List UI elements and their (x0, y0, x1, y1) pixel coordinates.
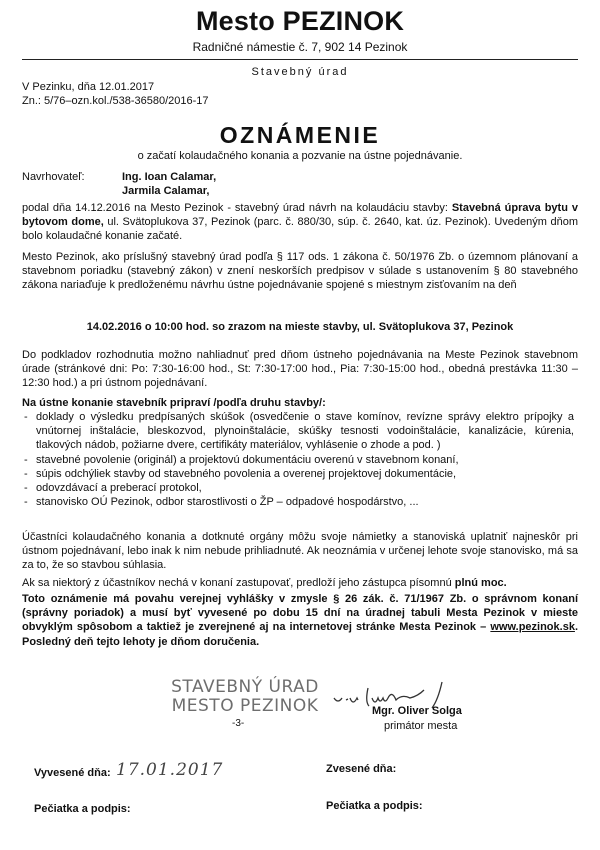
date-line: V Pezinku, dňa 12.01.2017 (22, 81, 155, 93)
requirements-heading: Na ústne konanie stavebník pripraví /podľa druhu stavby/: (22, 397, 326, 409)
requirement-item: - doklady o výsledku predpísaných skúšok (osvedčenie o stave komínov, revízne správy elektro prípojky a vnútornej inštalácie, bleskozvod, plynoinštalácie, skúšky tesnosti vodoinštalácie, kanalizácie, kúrenia, tlakových nádob, požiarne dvere, certifikáty materiálov, vyhlásenie o zhode a pod. ) (22, 410, 574, 453)
paragraph-public-notice (22, 592, 578, 649)
signatory-role: primátor mesta (384, 720, 458, 732)
signatory-name: Mgr. Oliver Solga (372, 705, 462, 717)
p5-power-of-attorney: plnú moc. (454, 577, 507, 589)
posted-date-value: 17.01.2017 (116, 760, 224, 780)
paragraph-application (22, 201, 578, 244)
requirement-item: - odovzdávací a preberací protokol, (22, 481, 574, 495)
applicant-name-1: Ing. Ioan Calamar, (122, 171, 217, 183)
requirements-list (22, 410, 574, 509)
meeting-date: 14.02.2016 o 10:00 hod. so zrazom na mieste stavby, ul. Svätoplukova 37, Pezinok (86, 321, 514, 333)
stamp-number: -3- (232, 718, 245, 729)
office-stamp (160, 678, 330, 716)
stamp-signature-label-left: Pečiatka a podpis: (34, 803, 131, 815)
paragraph-legal-basis: Mesto Pezinok, ako príslušný stavebný úrad podľa § 117 ods. 1 zákona č. 50/1976 Zb. o územnom plánovaní a stavebnom poriadku (stavebný zákon) v znení neskorších predpisov v súlade s ustanovením § 80 stavebného zákona nariaďuje k predloženému návrhu ústne pojednávanie spojené s miestnym zisťovaním na deň (22, 251, 578, 292)
p1-building: Stavebná úprava bytu v bytovom dome, (22, 202, 578, 229)
applicant-name-2: Jarmila Calamar, (122, 185, 210, 197)
removed-date-label: Zvesené dňa: (326, 763, 397, 775)
reference-number: Zn.: 5/76–ozn.kol./538-36580/2016-17 (22, 95, 209, 107)
requirement-item: - súpis odchýliek stavby od stavebného povolenia a overenej projektovej dokumentácie, (22, 467, 574, 481)
p6-text-a: Toto oznámenie má povahu verejnej vyhlášky v zmysle § 26 zák. č. 71/1967 Zb. o správnom konaní (správny poriadok) a musí byť vyvesené po dobu 15 dní na úradnej tabuli Mesta Pezinok v mieste obvyklým spôsobom a taktiež je zverejnené aj na internetovej stránke Mesta Pezinok – (22, 593, 578, 634)
header-divider (22, 59, 578, 60)
p5-text: Ak sa niektorý z účastníkov nechá v konaní zastupovať, predloží jeho zástupca písomnú (22, 577, 455, 589)
website-link[interactable]: www.pezinok.sk (490, 621, 575, 634)
p1-text-a: podal dňa 14.12.2016 na Mesto Pezinok - stavebný úrad návrh na kolaudáciu stavby: (22, 202, 452, 214)
notice-subtitle: o začatí kolaudačného konania a pozvanie na ústne pojednávanie. (137, 150, 463, 162)
posted-date-label: Vyvesené dňa: (34, 767, 111, 779)
city-title: Mesto PEZINOK (195, 6, 405, 36)
requirement-item: - stanovisko OÚ Pezinok, odbor starostlivosti o ŽP – odpadové hospodárstvo, ... (22, 495, 574, 509)
requirement-item: - stavebné povolenie (originál) a projektovú dokumentáciu overenú v stavebnom konaní, (22, 453, 574, 467)
paragraph-representation (22, 576, 578, 590)
paragraph-objections: Účastníci kolaudačného konania a dotknuté orgány môžu svoje námietky a stanoviská uplatniť najneskôr pri ústnom pojednávaní, lebo inak k nim nebude prihliadnuté. Ak neoznámia v určenej lehote svoje stanovisko, má sa za to, že so stavbou súhlasia. (22, 531, 578, 572)
stamp-line-1: STAVEBNÝ ÚRAD (171, 677, 319, 697)
paragraph-office-hours: Do podkladov rozhodnutia možno nahliadnuť pred dňom ústneho pojednávania na Meste Pezinok stavebnom úrade (stránkové dni: Po: 7:30-16:00 hod., St: 7:30-17:00 hod., Pia: 7:30-15:00 hod., obedná prestávka 11:30 – 12:30 hod.) a pri ústnom pojednávaní. (22, 349, 578, 390)
notice-title: OZNÁMENIE (219, 122, 381, 148)
stamp-line-2: MESTO PEZINOK (171, 696, 319, 716)
stamp-signature-label-right: Pečiatka a podpis: (326, 800, 423, 812)
city-address: Radničné námestie č. 7, 902 14 Pezinok (192, 40, 408, 54)
office-name: Stavebný úrad (251, 66, 349, 78)
applicant-label: Navrhovateľ: (22, 171, 85, 183)
p1-text-c: ul. Svätoplukova 37, Pezinok (parc. č. 880/30, súp. č. 2640, kat. úz. Pezinok). Uvedeným dňom bolo kolaudačné konanie začaté. (22, 216, 578, 243)
p6-text-b: . Posledný deň tejto lehoty je dňom doručenia. (22, 621, 578, 648)
